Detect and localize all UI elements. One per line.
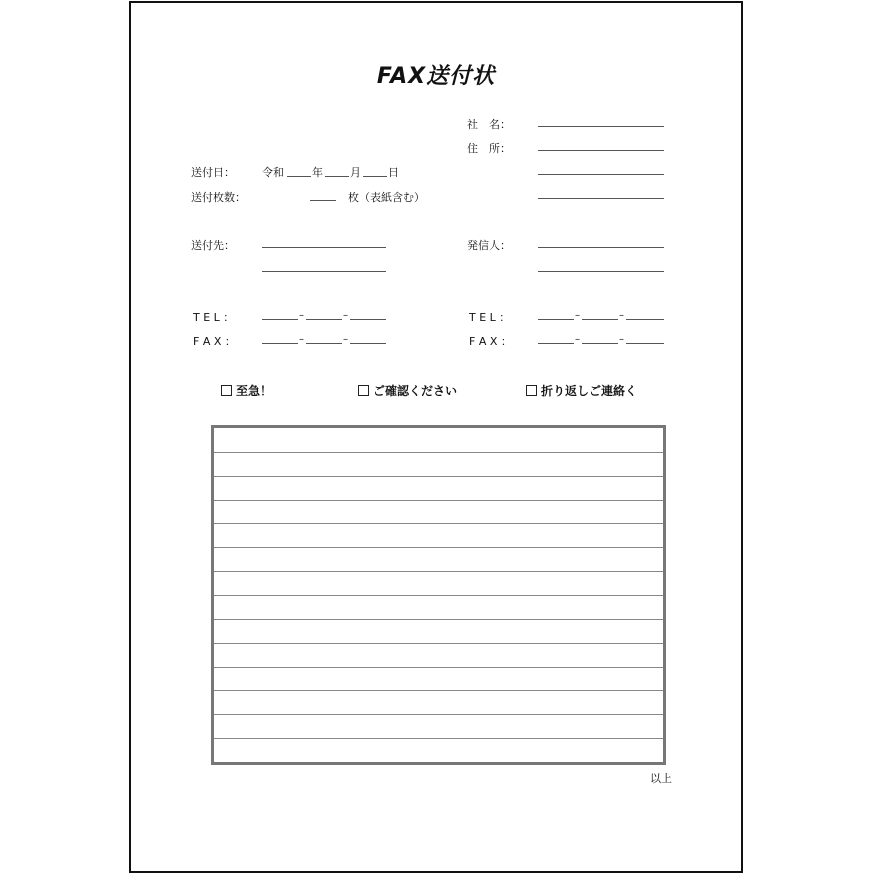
day-field[interactable] [363,176,387,177]
check-please-reply[interactable] [526,382,637,399]
company-field[interactable] [538,126,664,127]
address-field-2[interactable] [538,174,664,175]
dest-fax-2[interactable] [306,343,342,344]
dest-tel-label: T E L ： [193,311,235,324]
memo-area[interactable] [211,425,666,765]
dash: – [343,310,348,321]
day-label: 日 [388,166,399,179]
memo-rule-line [214,690,663,691]
check-label: 至急！ [236,384,273,398]
memo-rule-line [214,500,663,501]
dest-fax-3[interactable] [350,343,386,344]
check-label: 折り返しご連絡く [541,384,638,398]
checkbox-icon[interactable] [358,385,369,396]
dash: – [575,310,580,321]
sender-tel-2[interactable] [582,319,618,320]
dash: – [575,334,580,345]
dash: – [299,310,304,321]
pages-label: 送付枚数： [191,191,246,204]
sender-tel-label: T E L ： [469,311,511,324]
sender-field-2[interactable] [538,271,664,272]
month-field[interactable] [325,176,349,177]
sender-label: 発信人： [467,239,511,252]
check-urgent[interactable] [221,382,272,399]
destination-field-2[interactable] [262,271,386,272]
dash: – [343,334,348,345]
dash: – [299,334,304,345]
memo-rule-line [214,619,663,620]
checkbox-icon[interactable] [221,385,232,396]
year-field[interactable] [287,176,311,177]
memo-rule-line [214,595,663,596]
sender-tel-3[interactable] [626,319,664,320]
address-label: 住 所： [467,142,511,155]
date-label: 送付日： [191,166,235,179]
sender-fax-1[interactable] [538,343,574,344]
sender-fax-label: F A X ： [469,335,512,348]
memo-rule-line [214,476,663,477]
month-label: 月 [350,166,361,179]
closing-text: 以上 [650,772,672,785]
era-label: 令和 [262,166,284,179]
memo-rule-line [214,667,663,668]
address-field-3[interactable] [538,198,664,199]
year-label: 年 [312,166,323,179]
memo-rule-line [214,738,663,739]
fax-cover-sheet [129,1,743,873]
dest-fax-label: F A X ： [193,335,236,348]
memo-rule-line [214,714,663,715]
dest-tel-2[interactable] [306,319,342,320]
check-label: ご確認ください [373,384,458,398]
document-title: FAX送付状 [376,64,496,89]
sender-field-1[interactable] [538,247,664,248]
sender-fax-3[interactable] [626,343,664,344]
sender-fax-2[interactable] [582,343,618,344]
dash: – [619,310,624,321]
dest-tel-1[interactable] [262,319,298,320]
company-label: 社 名： [467,118,511,131]
sender-tel-1[interactable] [538,319,574,320]
memo-rule-line [214,452,663,453]
dash: – [619,334,624,345]
destination-field-1[interactable] [262,247,386,248]
check-please-confirm[interactable] [358,382,457,399]
memo-rule-line [214,643,663,644]
pages-field[interactable] [310,200,336,201]
destination-label: 送付先： [191,239,235,252]
pages-unit: 枚（表紙含む） [348,191,425,204]
memo-rule-line [214,547,663,548]
memo-rule-line [214,523,663,524]
address-field-1[interactable] [538,150,664,151]
dest-fax-1[interactable] [262,343,298,344]
memo-rule-line [214,571,663,572]
dest-tel-3[interactable] [350,319,386,320]
checkbox-icon[interactable] [526,385,537,396]
